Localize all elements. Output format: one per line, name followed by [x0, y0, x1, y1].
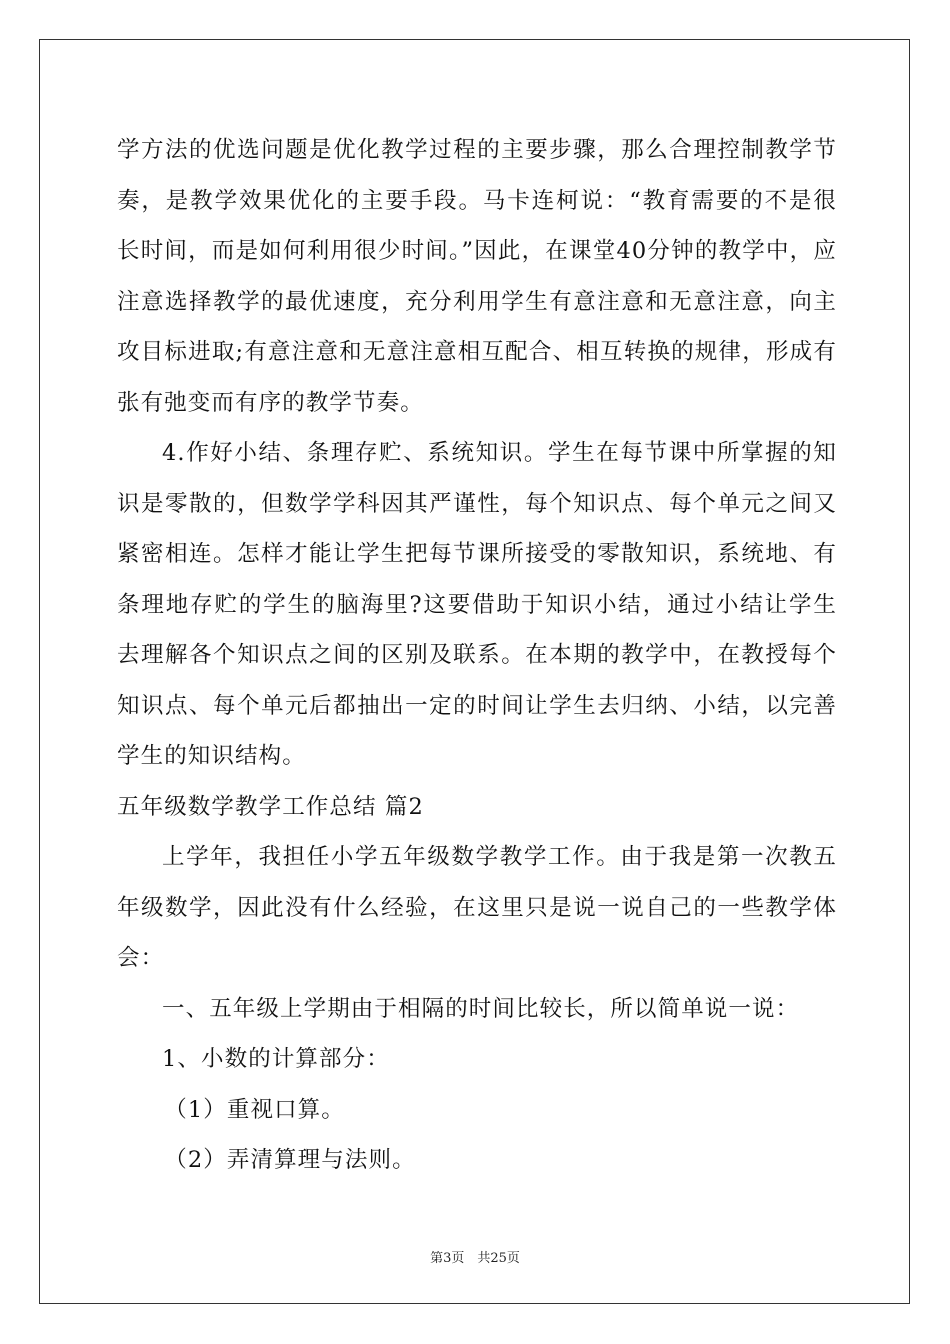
paragraph-intro: 上学年，我担任小学五年级数学教学工作。由于我是第一次教五年级数学，因此没有什么经验，在这里只是说一说自己的一些教学体会：	[117, 844, 837, 971]
list-item-arithmetic-rules: （2）弄清算理与法则。	[164, 1147, 416, 1173]
paragraph-summary-knowledge: 4.作好小结、条理存贮、系统知识。学生在每节课中所掌握的知识是零散的，但数学学科因其严谨性，每个知识点、每个单元之间又紧密相连。怎样才能让学生把每节课所接受的零散知识，系统地、有条理地存贮的学生的脑海里?这要借助于知识小结，通过小结让学生去理解各个知识点之间的区别及联系。在本期的教学中，在教授每个知识点、每个单元后都抽出一定的时间让学生去归纳、小结，以完善学生的知识结构。	[117, 440, 837, 769]
document-body	[117, 125, 837, 1186]
paragraph-decimal-calculation: 1、小数的计算部分：	[162, 1046, 390, 1072]
section-heading: 五年级数学教学工作总结 篇2	[117, 793, 424, 820]
paragraph-first-semester: 一、五年级上学期由于相隔的时间比较长，所以简单说一说：	[162, 995, 800, 1022]
page-footer: 第3页 共25页	[430, 1251, 520, 1266]
list-item-oral-calculation: （1）重视口算。	[164, 1096, 345, 1123]
paragraph-teaching-rhythm: 学方法的优选问题是优化教学过程的主要步骤，那么合理控制教学节奏，是教学效果优化的主要手段。马卡连柯说：“教育需要的不是很长时间，而是如何利用很少时间。”因此，在课堂40分钟的教学中，应注意选择教学的最优速度，充分利用学生有意注意和无意注意，向主攻目标进取;有意注意和无意注意相互配合、相互转换的规律，形成有张有弛变而有序的教学节奏。	[117, 137, 837, 416]
